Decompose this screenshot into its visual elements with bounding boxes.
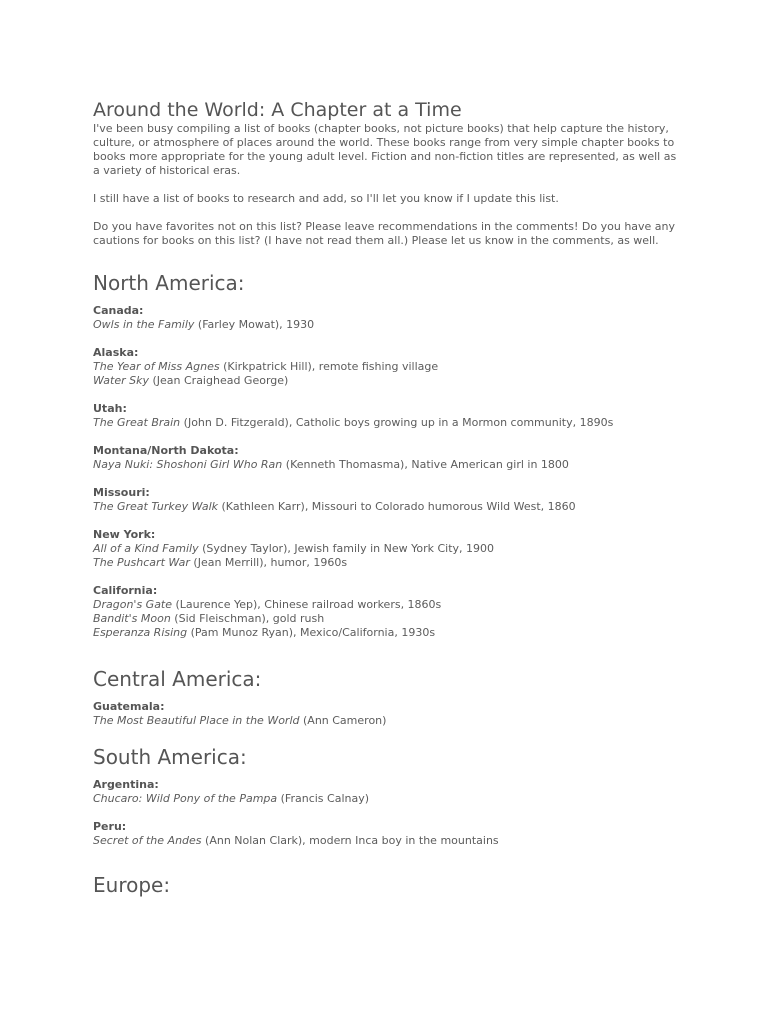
place-name: Peru: [93,820,127,833]
place-canada [93,304,683,332]
book-detail: (Francis Calnay) [277,792,370,805]
document-page [93,98,683,898]
book-title: The Great Brain [93,416,181,429]
book-entry [93,834,683,848]
book-entry [93,458,683,472]
book-title: Owls in the Family [93,318,195,331]
book-entry [93,318,683,332]
place-name: Alaska: [93,346,139,359]
book-entry [93,714,683,728]
intro-paragraph-3: Do you have favorites not on this list? Please leave recommendations in the comments! Do you have any cautions for books on this list? (I have not read them all.) Please let us know in the comments, as well. [93,220,676,247]
book-entry [93,598,683,612]
place-montana-north-dakota [93,444,683,472]
book-entry [93,360,683,374]
book-title: Secret of the Andes [93,834,202,847]
book-entry [93,626,683,640]
book-entry [93,374,683,388]
place-argentina [93,778,683,806]
place-name: New York: [93,528,156,541]
region-heading-south-america: South America: [93,745,247,769]
book-entry [93,792,683,806]
intro-paragraph-1: I've been busy compiling a list of books (chapter books, not picture books) that help capture the history, culture, or atmosphere of places around the world. These books range from very simple chapter books to books more appropriate for the young adult level. Fiction and non-fiction titles are represented, as well as a variety of historical eras. [93,122,677,177]
book-entry [93,500,683,514]
book-detail: (Laurence Yep), Chinese railroad workers, 1860s [172,598,442,611]
book-entry [93,416,683,430]
place-name: Montana/North Dakota: [93,444,239,457]
place-new-york [93,528,683,570]
book-detail: (John D. Fitzgerald), Catholic boys growing up in a Mormon community, 1890s [180,416,614,429]
book-entry [93,556,683,570]
book-entry [93,542,683,556]
book-detail: (Sid Fleischman), gold rush [170,612,325,625]
region-heading-europe: Europe: [93,873,171,897]
book-title: The Year of Miss Agnes [93,360,220,373]
place-peru [93,820,683,848]
place-missouri [93,486,683,514]
page-title: Around the World: A Chapter at a Time [93,99,462,121]
place-name: Utah: [93,402,127,415]
book-title: Esperanza Rising [93,626,188,639]
place-guatemala [93,700,683,728]
region-heading-central-america: Central America: [93,667,262,691]
book-title: Naya Nuki: Shoshoni Girl Who Ran [93,458,283,471]
place-name: California: [93,584,158,597]
book-title: Bandit's Moon [93,612,171,625]
book-entry [93,612,683,626]
book-title: The Pushcart War [93,556,190,569]
book-detail: (Jean Craighead George) [148,374,289,387]
book-detail: (Farley Mowat), 1930 [194,318,315,331]
book-detail: (Kathleen Karr), Missouri to Colorado humorous Wild West, 1860 [218,500,576,513]
book-detail: (Sydney Taylor), Jewish family in New York City, 1900 [198,542,495,555]
place-california [93,584,683,640]
place-utah [93,402,683,430]
book-title: All of a Kind Family [93,542,199,555]
book-detail: (Kenneth Thomasma), Native American girl in 1800 [282,458,569,471]
book-detail: (Kirkpatrick Hill), remote fishing village [219,360,439,373]
book-detail: (Jean Merrill), humor, 1960s [189,556,348,569]
place-name: Argentina: [93,778,159,791]
place-name: Missouri: [93,486,150,499]
book-detail: (Pam Munoz Ryan), Mexico/California, 1930s [187,626,436,639]
book-title: Water Sky [93,374,149,387]
place-name: Canada: [93,304,144,317]
book-title: Chucaro: Wild Pony of the Pampa [93,792,278,805]
place-alaska [93,346,683,388]
book-title: The Most Beautiful Place in the World [93,714,300,727]
book-detail: (Ann Nolan Clark), modern Inca boy in the mountains [201,834,499,847]
intro-paragraph-2: I still have a list of books to research and add, so I'll let you know if I update this list. [93,192,559,205]
region-heading-north-america: North America: [93,271,245,295]
book-detail: (Ann Cameron) [299,714,387,727]
book-title: Dragon's Gate [93,598,173,611]
place-name: Guatemala: [93,700,165,713]
book-title: The Great Turkey Walk [93,500,219,513]
